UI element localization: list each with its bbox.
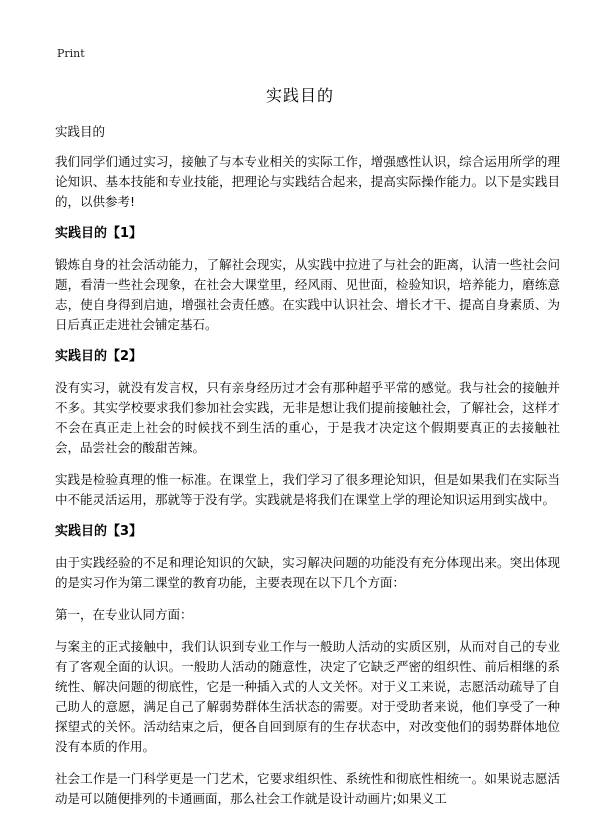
intro-paragraph: 我们同学们通过实习，接触了与本专业相关的实际工作，增强感性认识，综合运用所学的理论知识、基本技能和专业技能，把理论与实践结合起来，提高实际操作能力。以下是实践目的，以供参考!: [55, 154, 560, 209]
document-body: [55, 122, 560, 821]
section-3-paragraph-1: 由于实践经验的不足和理论知识的欠缺，实习解决问题的功能没有充分体现出来。突出体现的是实习作为第二课堂的教育功能，主要表现在以下几个方面：: [55, 555, 560, 590]
section-2-paragraph-1: 没有实习，就没有发言权，只有亲身经历过才会有那种超乎平常的感觉。我与社会的接触并不多。其实学校要求我们参加社会实践，无非是想让我们提前接触社会，了解社会，这样才不会在真正走上社会的时候找不到生活的重心，于是我才决定这个假期要真正的去接触社会，品尝社会的酸甜苦辣。: [55, 380, 560, 455]
section-heading-1: 实践目的【1】: [55, 226, 143, 241]
section-3-paragraph-3: 与案主的正式接触中，我们认识到专业工作与一般助人活动的实质区别，从而对自己的专业有了客观全面的认识。一般助人活动的随意性，决定了它缺乏严密的组织性、前后相继的系统性、解决问题的彻底性，它是一种插入式的人文关怀。对于义工来说，志愿活动疏导了自己助人的意愿，满足自己了解弱势群体生活状态的需要。对于受助者来说，他们享受了一种探望式的关怀。活动结束之后，便各自回到原有的生存状态中，对改变他们的弱势群体地位没有本质的作用。: [55, 639, 560, 754]
section-3-paragraph-4: 社会工作是一门科学更是一门艺术，它要求组织性、系统性和彻底性相统一。如果说志愿活动是可以随便排列的卡通画面，那么社会工作就是设计动画片;如果义工: [55, 771, 560, 806]
section-1-paragraph-1: 锻炼自身的社会活动能力，了解社会现实，从实践中拉进了与社会的距离，认清一些社会问题，看清一些社会现象，在社会大课堂里，经风雨、见世面，检验知识，培养能力，磨练意志，使自身得到启迪，增强社会责任感。在实践中认识社会、增长才干、提高自身素质、为日后真正走进社会铺定基石。: [55, 257, 560, 332]
document-subtitle: 实践目的: [55, 124, 106, 139]
section-3-paragraph-2: 第一，在专业认同方面：: [55, 607, 193, 622]
section-heading-2: 实践目的【2】: [55, 349, 143, 364]
section-2-paragraph-2: 实践是检验真理的惟一标准。在课堂上，我们学习了很多理论知识，但是如果我们在实际当中不能灵活运用，那就等于没有学。实践就是将我们在课堂上学的理论知识运用到实战中。: [55, 472, 560, 507]
section-heading-3: 实践目的【3】: [55, 524, 143, 539]
page-title: 实践目的: [265, 86, 334, 105]
print-link[interactable]: Print: [57, 47, 85, 60]
